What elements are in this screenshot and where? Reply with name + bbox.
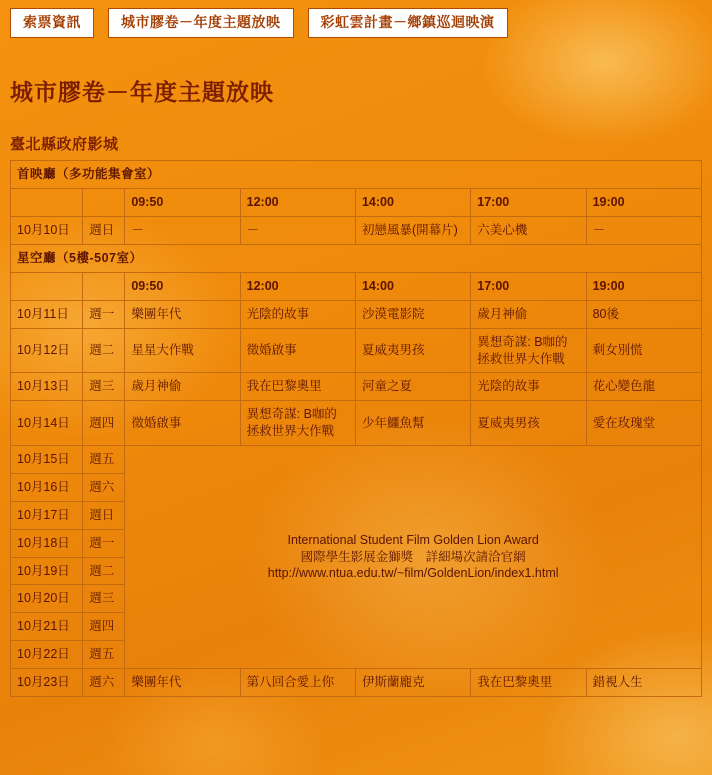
film-cell: － — [125, 217, 240, 245]
row-weekday: 週五 — [83, 641, 125, 669]
film-cell: 我在巴黎奧里 — [240, 373, 355, 401]
notice-line-en: International Student Film Golden Lion Award — [287, 532, 539, 547]
hall-name: 首映廳（多功能集會室） — [11, 161, 702, 189]
row-date: 10月21日 — [11, 613, 83, 641]
hall-name: 星空廳（5樓-507室） — [11, 245, 702, 273]
schedule-table — [10, 160, 702, 697]
golden-lion-notice — [125, 446, 702, 669]
tab-ticket-info[interactable]: 索票資訊 — [10, 8, 94, 38]
row-date: 10月17日 — [11, 501, 83, 529]
table-row — [11, 446, 702, 474]
row-weekday: 週日 — [83, 217, 125, 245]
row-weekday: 週一 — [83, 529, 125, 557]
row-date: 10月18日 — [11, 529, 83, 557]
row-weekday: 週六 — [83, 473, 125, 501]
time-header: 12:00 — [240, 272, 355, 300]
film-cell: 剩女別慌 — [586, 328, 701, 373]
table-row — [11, 401, 702, 446]
time-header: 09:50 — [125, 272, 240, 300]
time-header: 12:00 — [240, 189, 355, 217]
table-row — [11, 373, 702, 401]
row-date: 10月16日 — [11, 473, 83, 501]
film-cell: 歲月神偷 — [125, 373, 240, 401]
row-date: 10月15日 — [11, 446, 83, 474]
row-weekday: 週六 — [83, 669, 125, 697]
time-header-row — [11, 189, 702, 217]
film-cell: 樂團年代 — [125, 669, 240, 697]
film-cell: 沙漠電影院 — [355, 300, 470, 328]
venue-title: 臺北縣政府影城 — [10, 136, 119, 154]
film-cell: 愛在玫瑰堂 — [586, 401, 701, 446]
film-cell: 我在巴黎奧里 — [471, 669, 586, 697]
table-row — [11, 669, 702, 697]
film-cell: 光陰的故事 — [471, 373, 586, 401]
film-cell: 徵婚啟事 — [240, 328, 355, 373]
row-date: 10月12日 — [11, 328, 83, 373]
row-weekday: 週二 — [83, 557, 125, 585]
row-date: 10月19日 — [11, 557, 83, 585]
empty-cell — [83, 189, 125, 217]
row-weekday: 週一 — [83, 300, 125, 328]
film-cell: 徵婚啟事 — [125, 401, 240, 446]
film-cell: 花心變色龍 — [586, 373, 701, 401]
film-cell: 夏威夷男孩 — [355, 328, 470, 373]
time-header: 14:00 — [355, 189, 470, 217]
row-date: 10月14日 — [11, 401, 83, 446]
time-header: 17:00 — [471, 272, 586, 300]
time-header: 19:00 — [586, 272, 701, 300]
film-cell: 錯視人生 — [586, 669, 701, 697]
tab-city-reels[interactable]: 城市膠卷－年度主題放映 — [108, 8, 294, 38]
time-header-row — [11, 272, 702, 300]
film-cell: 星星大作戰 — [125, 328, 240, 373]
film-cell: 異想奇謀: B咖的拯救世界大作戰 — [240, 401, 355, 446]
notice-line-zh: 國際學生影展金獅獎 詳細場次請洽官網 — [300, 549, 526, 564]
table-row — [11, 217, 702, 245]
film-cell: 異想奇謀: B咖的拯救世界大作戰 — [471, 328, 586, 373]
film-cell: 夏威夷男孩 — [471, 401, 586, 446]
film-cell: 光陰的故事 — [240, 300, 355, 328]
empty-cell — [11, 272, 83, 300]
time-header: 14:00 — [355, 272, 470, 300]
page-title: 城市膠卷－年度主題放映 — [10, 79, 274, 106]
empty-cell — [11, 189, 83, 217]
row-date: 10月20日 — [11, 585, 83, 613]
tab-bar — [0, 0, 712, 38]
row-weekday: 週五 — [83, 446, 125, 474]
film-cell: 河童之夏 — [355, 373, 470, 401]
film-cell: － — [586, 217, 701, 245]
tab-rainbow-cloud[interactable]: 彩虹雲計畫－鄉鎮巡迴映演 — [308, 8, 508, 38]
film-cell: 第八回合愛上你 — [240, 669, 355, 697]
row-weekday: 週四 — [83, 401, 125, 446]
row-date: 10月11日 — [11, 300, 83, 328]
row-weekday: 週四 — [83, 613, 125, 641]
time-header: 09:50 — [125, 189, 240, 217]
film-cell: 歲月神偷 — [471, 300, 586, 328]
empty-cell — [83, 272, 125, 300]
row-date: 10月23日 — [11, 669, 83, 697]
hall-header-row — [11, 245, 702, 273]
row-weekday: 週二 — [83, 328, 125, 373]
film-cell: 伊斯蘭龐克 — [355, 669, 470, 697]
film-cell: 80後 — [586, 300, 701, 328]
table-row — [11, 328, 702, 373]
time-header: 17:00 — [471, 189, 586, 217]
row-date: 10月13日 — [11, 373, 83, 401]
film-cell: 少年鱷魚幫 — [355, 401, 470, 446]
row-date: 10月10日 — [11, 217, 83, 245]
row-date: 10月22日 — [11, 641, 83, 669]
table-row — [11, 300, 702, 328]
time-header: 19:00 — [586, 189, 701, 217]
row-weekday: 週日 — [83, 501, 125, 529]
row-weekday: 週三 — [83, 585, 125, 613]
row-weekday: 週三 — [83, 373, 125, 401]
film-cell: 六美心機 — [471, 217, 586, 245]
notice-link[interactable]: http://www.ntua.edu.tw/~film/GoldenLion/index1.html — [267, 566, 559, 581]
hall-header-row — [11, 161, 702, 189]
film-cell: 樂團年代 — [125, 300, 240, 328]
film-cell: － — [240, 217, 355, 245]
film-cell: 初戀風暴(開幕片) — [355, 217, 470, 245]
